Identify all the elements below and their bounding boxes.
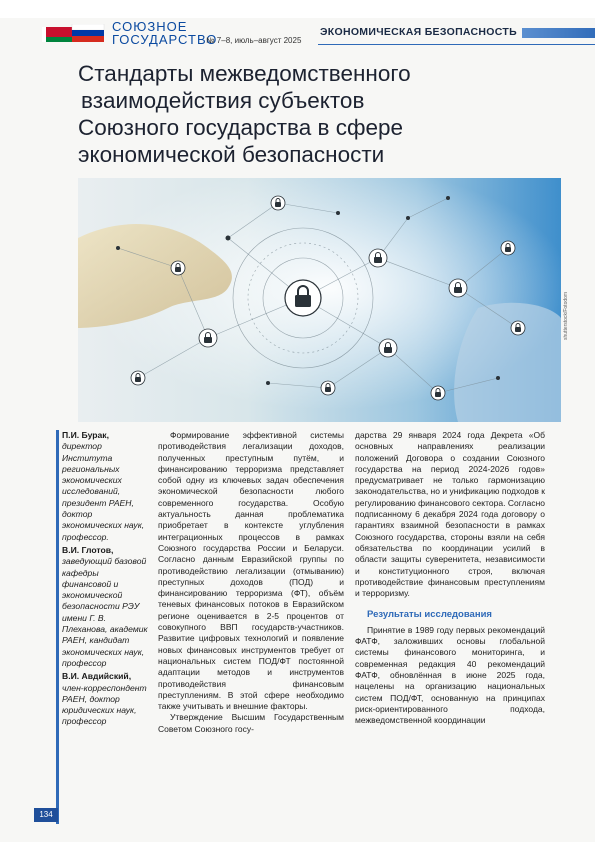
body-column-2: [355, 430, 545, 726]
issue-number: № 7–8, июль–август 2025: [206, 36, 302, 45]
paragraph: Принятие в 1989 году первых рекомендаций ФАТФ, заложивших основы глобальной системы финансового мониторинга, и современная редакция 40 рекомендаций ФАТФ, обновлённая в июне 2025 года, нацелены на организацию национальных систем ПОД/ФТ, основанную на принципах риск-ориентированного подхода, межведомственной координации: [355, 624, 545, 726]
section-bar: [522, 28, 595, 38]
author-description: заведующий базовой кафедры финансовой и экономической безопасности РЭУ имени Г. В. Плеханова, академик РАЕН, кандидат экономических наук, профессор: [62, 556, 148, 668]
page-number: 134: [34, 808, 58, 822]
left-accent-line: [56, 430, 59, 824]
section-subheading: Результаты исследования: [367, 609, 492, 621]
header-rule: [318, 44, 595, 45]
article-title: [78, 60, 538, 168]
flag-russia-icon: [72, 24, 104, 42]
running-header: [40, 19, 560, 47]
author-block: [62, 430, 150, 730]
flag-belarus-icon: [42, 27, 72, 42]
title-line-3: Союзного государства в сфере: [78, 115, 404, 140]
author-name: В.И. Глотов,: [62, 544, 114, 555]
paragraph: дарства 29 января 2024 года Декрета «Об основных направлениях реализации положений Договора о создании Союзного государства на период 2024-2026 годов» предусматривает не только гармонизацию законодательства, но и унификацию подходов к регулированию финансового сектора. Согласно подписанному 6 декабря 2024 года договору о гарантиях взаимной безопасности в рамках Союзного государства, стороны взяли на себя обязательства по координации усилий в области защиты суверенитета, независимости и конституционного строя, включая противодействие финансовым преступлениям и терроризму.: [355, 430, 545, 599]
author-2: [62, 545, 150, 669]
author-1: [62, 430, 150, 543]
paragraph: Формирование эффективной системы противодействия легализации доходов, полученных преступным путём, и финансированию терроризма представляет собой одну из ключевых задач обеспечения экономической безопасности любого современного государства. Особую актуальность данная проблематика приобретает в контексте углубления интеграционных процессов в рамках Союзного государства России и Беларуси. Согласно данным Евразийской группы по противодействию легализации (отмыванию) преступных доходов (ПОД) и финансированию терроризма (ФТ), объём теневых финансовых потоков в Евразийском регионе оценивается в 2-5 процентов от совокупного ВВП государств-участников. Развитие цифровых технологий и появление новых финансовых инструментов требует от национальных систем ПОД/ФТ постоянной адаптации методов и инструментов противодействия финансовым преступлениям. В этой сфере необходимо также учитывать и внешние факторы.: [158, 430, 344, 712]
top-strip: [0, 0, 595, 18]
author-name: В.И. Авдийский,: [62, 671, 132, 682]
brand-line-1: СОЮЗНОЕ: [112, 19, 188, 34]
flags-emblem: [40, 24, 110, 46]
author-description: директор Института региональных экономических исследований, президент РАЕН, доктор экономических наук, профессор.: [62, 441, 145, 542]
hero-image: [78, 178, 561, 422]
magazine-brand: [112, 20, 217, 46]
paragraph: Утверждение Высшим Государственным Советом Союзного госу-: [158, 712, 344, 734]
author-3: [62, 671, 150, 727]
author-description: член-корреспондент РАЕН, доктор юридических наук, профессор: [62, 682, 147, 727]
image-credit: shutterstock/Fotodom: [563, 291, 569, 340]
section-label: ЭКОНОМИЧЕСКАЯ БЕЗОПАСНОСТЬ: [320, 26, 517, 38]
body-column-1: [158, 430, 344, 735]
title-line-2: взаимодействия субъектов: [81, 88, 365, 113]
padlock-icon-main: [285, 280, 321, 316]
title-line-4: экономической безопасности: [78, 142, 385, 167]
author-name: П.И. Бурак,: [62, 430, 109, 440]
title-line-1: Стандарты межведомственного: [78, 61, 411, 86]
brand-line-2: ГОСУДАРСТВО: [112, 32, 218, 47]
